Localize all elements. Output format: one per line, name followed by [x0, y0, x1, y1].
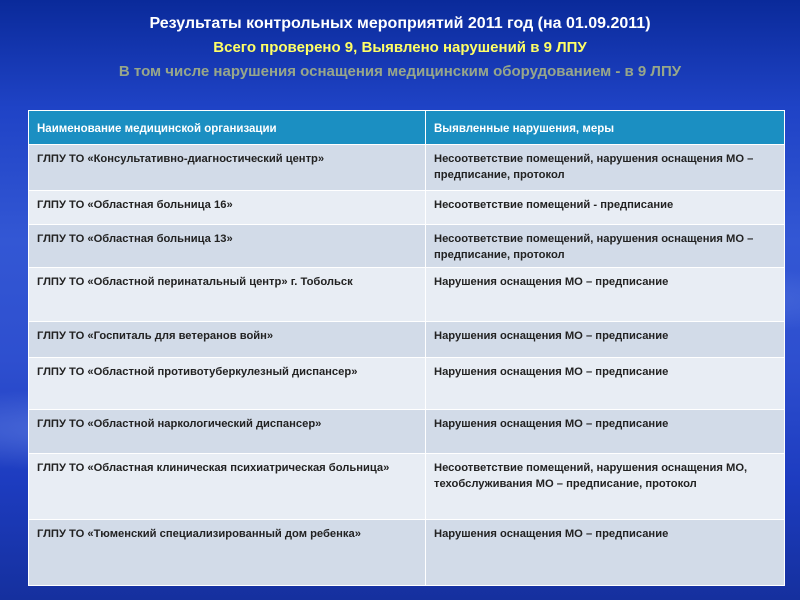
violation-cell: Несоответствие помещений, нарушения оснащения МО – предписание, протокол	[426, 225, 785, 268]
violation-cell: Нарушения оснащения МО – предписание	[426, 520, 785, 586]
org-cell: ГЛПУ ТО «Областная больница 16»	[29, 191, 426, 225]
org-cell: ГЛПУ ТО «Областной наркологический диспансер»	[29, 410, 426, 454]
table-row	[29, 322, 785, 358]
violation-cell: Нарушения оснащения МО – предписание	[426, 358, 785, 410]
table-row	[29, 358, 785, 410]
slide-note: В том числе нарушения оснащения медицинским оборудованием - в 9 ЛПУ	[118, 63, 682, 80]
violation-cell: Несоответствие помещений, нарушения оснащения МО – предписание, протокол	[426, 145, 785, 191]
violation-cell: Несоответствие помещений - предписание	[426, 191, 785, 225]
table-row	[29, 454, 785, 520]
org-cell: ГЛПУ ТО «Областной перинатальный центр» г. Тобольск	[29, 268, 426, 322]
table-row	[29, 410, 785, 454]
org-cell: ГЛПУ ТО «Областная клиническая психиатрическая больница»	[29, 454, 426, 520]
slide-subtitle: Всего проверено 9, Выявлено нарушений в 9 ЛПУ	[213, 39, 587, 56]
column-header-violations: Выявленные нарушения, меры	[426, 111, 785, 145]
table-header-row	[29, 111, 785, 145]
org-cell: ГЛПУ ТО «Консультативно-диагностический центр»	[29, 145, 426, 191]
table-row	[29, 225, 785, 268]
table-row	[29, 145, 785, 191]
violation-cell: Нарушения оснащения МО – предписание	[426, 322, 785, 358]
violation-cell: Несоответствие помещений, нарушения оснащения МО, техобслуживания МО – предписание, протокол	[426, 454, 785, 520]
violation-cell: Нарушения оснащения МО – предписание	[426, 268, 785, 322]
violation-cell: Нарушения оснащения МО – предписание	[426, 410, 785, 454]
slide-header	[0, 14, 800, 82]
org-cell: ГЛПУ ТО «Областная больница 13»	[29, 225, 426, 268]
column-header-organization: Наименование медицинской организации	[29, 111, 426, 145]
results-table	[28, 110, 785, 586]
org-cell: ГЛПУ ТО «Госпиталь для ветеранов войн»	[29, 322, 426, 358]
table-row	[29, 268, 785, 322]
table-row	[29, 191, 785, 225]
slide-title: Результаты контрольных мероприятий 2011 год (на 01.09.2011)	[149, 15, 651, 32]
table-row	[29, 520, 785, 586]
org-cell: ГЛПУ ТО «Тюменский специализированный дом ребенка»	[29, 520, 426, 586]
org-cell: ГЛПУ ТО «Областной противотуберкулезный диспансер»	[29, 358, 426, 410]
